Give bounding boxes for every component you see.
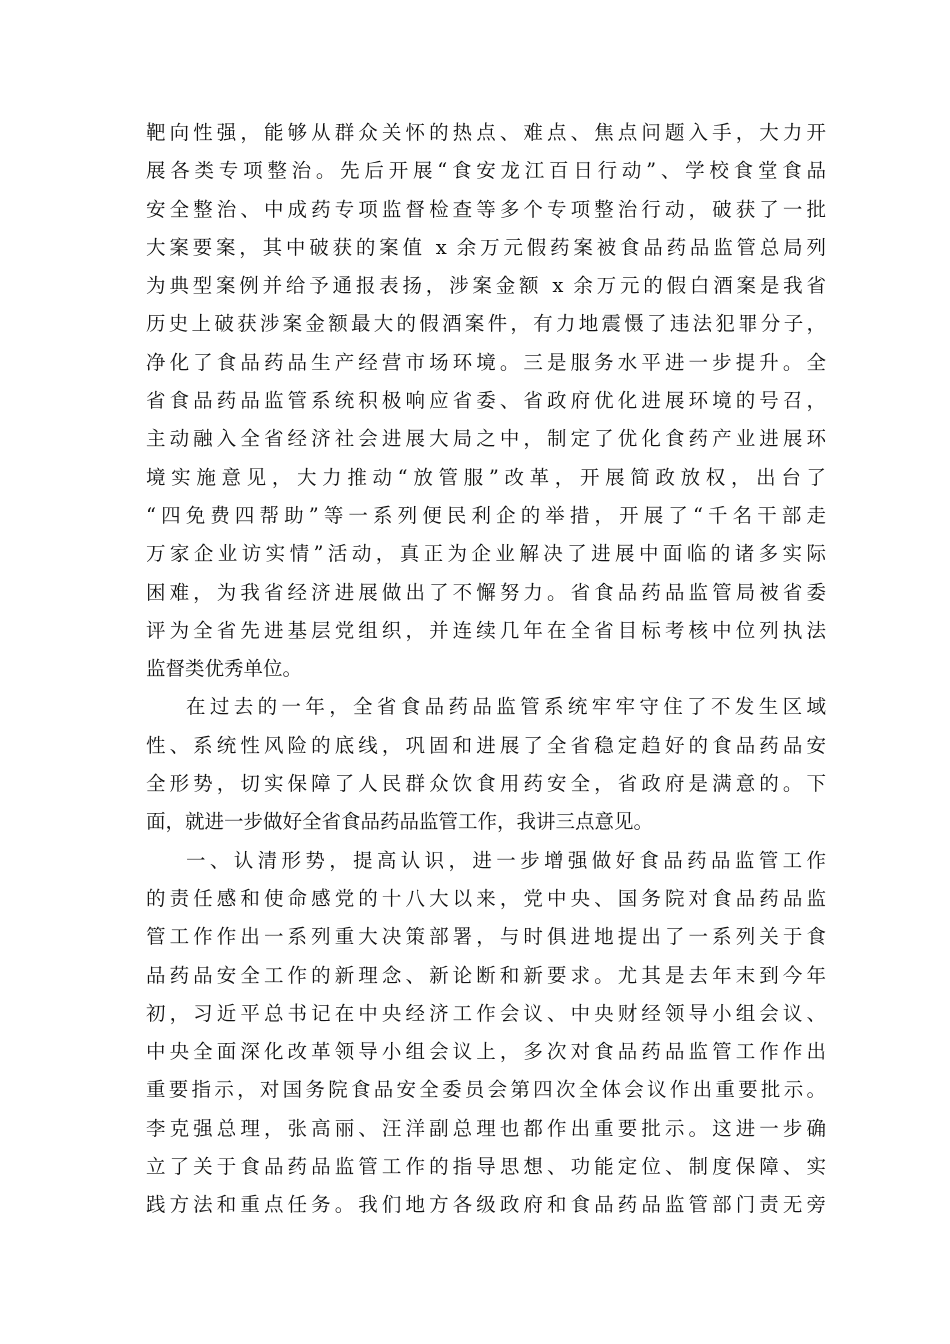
text-line: 面，就进一步做好全省食品药品监管工作，我讲三点意见。 [146,810,654,834]
text-line: 初，习近平总书记在中央经济工作会议、中央财经领导小组会议、 [146,1001,826,1025]
text-line: 监督类优秀单位。 [146,657,303,681]
text-line: 李克强总理，张高丽、汪洋副总理也都作出重要批示。这进一步确 [146,1116,826,1140]
text-line: 安全整治、中成药专项监督检查等多个专项整治行动，破获了一批 [146,197,826,221]
text-line: 管工作作出一系列重大决策部署，与时俱进地提出了一系列关于食 [146,925,826,949]
document-page [146,114,826,1225]
text-line: 靶向性强，能够从群众关怀的热点、难点、焦点问题入手，大力开 [146,121,826,144]
paragraph-first-line: 一、认清形势，提高认识，进一步增强做好食品药品监管工作 [186,848,826,872]
text-line: 历史上破获涉案金额最大的假酒案件，有力地震慑了违法犯罪分子， [146,312,826,336]
text-line: 践方法和重点任务。我们地方各级政府和食品药品监管部门责无旁 [146,1193,826,1217]
text-line: 净化了食品药品生产经营市场环境。三是服务水平进一步提升。全 [146,350,826,374]
text-line: 困难，为我省经济进展做出了不懈努力。省食品药品监管局被省委 [146,580,826,604]
text-line: 重要指示，对国务院食品安全委员会第四次全体会议作出重要批示。 [146,1078,826,1102]
text-line: 评为全省先进基层党组织，并连续几年在全省目标考核中位列执法 [146,618,826,642]
text-line: 中央全面深化改革领导小组会议上，多次对食品药品监管工作作出 [146,1040,826,1064]
text-line: 全形势，切实保障了人民群众饮食用药安全，省政府是满意的。下 [146,772,826,796]
text-line: 为典型案例并给予通报表扬，涉案金额 x 余万元的假白酒案是我省 [146,274,826,298]
text-line: 性、系统性风险的底线，巩固和进展了全省稳定趋好的食品药品安 [146,733,826,757]
text-line: 的责任感和使命感党的十八大以来，党中央、国务院对食品药品监 [146,886,826,910]
text-line: “四免费四帮助”等一系列便民利企的举措，开展了“千名干部走 [146,503,826,527]
text-line: 展各类专项整治。先后开展“食安龙江百日行动”、学校食堂食品 [146,159,826,183]
text-line: 品药品安全工作的新理念、新论断和新要求。尤其是去年末到今年 [146,963,826,987]
text-line: 立了关于食品药品监管工作的指导思想、功能定位、制度保障、实 [146,1155,826,1179]
text-line: 大案要案，其中破获的案值 x 余万元假药案被食品药品监管总局列 [146,235,826,259]
text-line: 主动融入全省经济社会进展大局之中，制定了优化食药产业进展环 [146,427,826,451]
text-line: 省食品药品监管系统积极响应省委、省政府优化进展环境的号召， [146,389,826,413]
text-line: 万家企业访实情”活动，真正为企业解决了进展中面临的诸多实际 [146,542,826,566]
text-line: 境实施意见，大力推动“放管服”改革，开展简政放权，出台了 [146,465,826,489]
paragraph-first-line: 在过去的一年，全省食品药品监管系统牢牢守住了不发生区域 [186,695,826,719]
